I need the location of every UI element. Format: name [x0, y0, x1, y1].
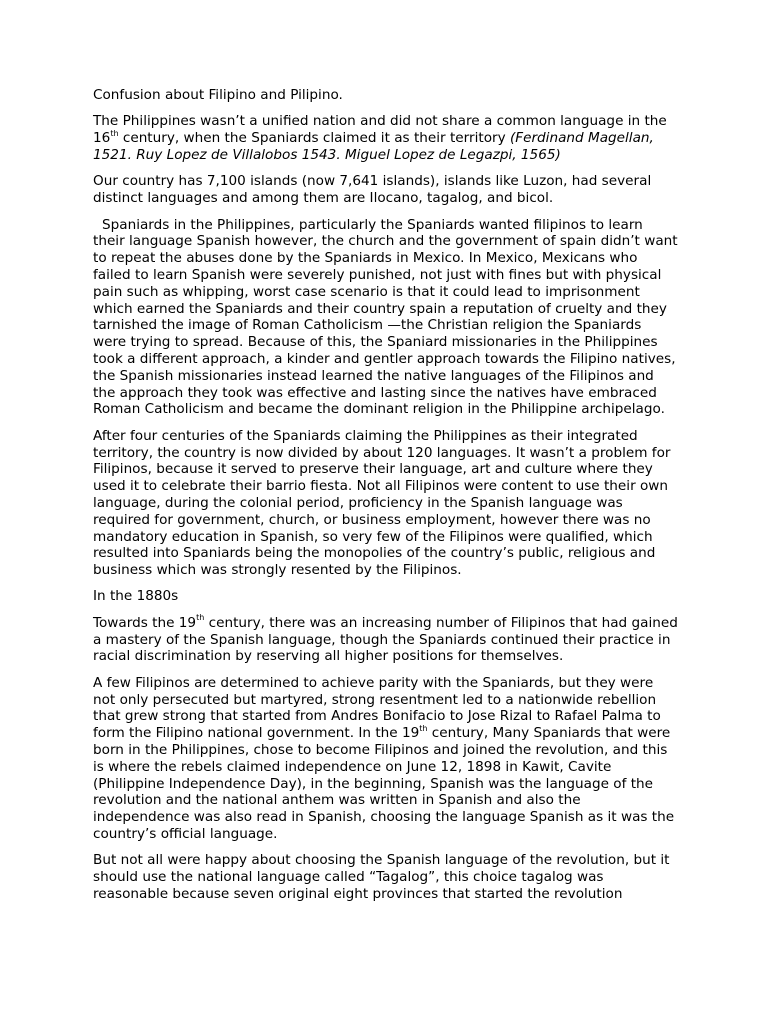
p6-superscript: th [419, 723, 428, 733]
paragraph-islands: Our country has 7,100 islands (now 7,641 islands), islands like Luzon, had several distinct languages and among them are Ilocano, tagalog, and bicol. [93, 173, 652, 207]
heading-1880s: In the 1880s [93, 588, 179, 605]
paragraph-four-centuries: After four centuries of the Spaniards claiming the Philippines as their integrated territory, the country is now divided by about 120 languages. It wasn’t a problem for Filipinos, because it served to preserve their language, art and culture where they used it to celebrate their barrio fiesta. Not all Filipinos were content to use their own language, during the colonial period, proficiency in the Spanish language was required for government, church, or business employment, however there was no mandatory education in Spanish, so very few of the Filipinos were qualified, which resulted into Spaniards being the monopolies of the country’s public, religious and business which was strongly resented by the Filipinos. [93, 427, 671, 579]
p1-text-b: century, when the Spaniards claimed it as their territory [118, 130, 510, 147]
document-page [93, 87, 678, 912]
p5-superscript: th [196, 613, 205, 623]
p6-text-b: century, Many Spaniards that were born in the Philippines, chose to become Filipinos and joined the revolution, and this is where the rebels claimed independence on June 12, 1898 in Kawit, Cavite (Philippine Independence Day), in the beginning, Spanish was the language of the revolution and the national anthem was written in Spanish and also the independence was also read in Spanish, choosing the language Spanish as it was the country’s official language. [93, 725, 675, 843]
p1-italic-citation: (Ferdinand Magellan, 1521. Ruy Lopez de Villalobos 1543. Miguel Lopez de Legazpi, 1565) [93, 130, 654, 163]
document-title: Confusion about Filipino and Pilipino. [93, 87, 343, 103]
paragraph-16th-century [93, 113, 678, 163]
paragraph-19th-century [93, 615, 678, 665]
paragraph-tagalog: But not all were happy about choosing the Spanish language of the revolution, but it should use the national language called “Tagalog”, this choice tagalog was reasonable because seven original eight provinces that started the revolution [93, 852, 670, 903]
p1-superscript: th [110, 128, 119, 138]
p6-text-a: A few Filipinos are determined to achieve parity with the Spaniards, but they were not only persecuted but martyred, strong resentment led to a nationwide rebellion that grew strong that started from Andres Bonifacio to Jose Rizal to Rafael Palma to form the Filipino national government. In the 19 [93, 674, 661, 742]
p1-text-a: The Philippines wasn’t a unified nation and did not share a common language in the 16 [93, 113, 667, 147]
p5-text-a: Towards the 19 [93, 614, 197, 631]
paragraph-revolution [93, 675, 678, 843]
p5-text-b: century, there was an increasing number of Filipinos that had gained a mastery of the Spanish language, though the Spaniards continued their practice in racial discrimination by reserving all higher positions for themselves. [93, 614, 678, 665]
paragraph-spaniards: Spaniards in the Philippines, particularly the Spaniards wanted filipinos to learn their language Spanish however, the church and the government of spain didn’t want to repeat the abuses done by the Spaniards in Mexico. In Mexico, Mexicans who failed to learn Spanish were severely punished, not just with fines but with physical pain such as whipping, worst case scenario is that it could lead to imprisonment which earned the Spaniards and their country spain a reputation of cruelty and they tarnished the image of Roman Catholicism —the Christian religion the Spaniards were trying to spread. Because of this, the Spaniard missionaries in the Philippines took a different approach, a kinder and gentler approach towards the Filipino natives, the Spanish missionaries instead learned the native languages of the Filipinos and the approach they took was effective and lasting since the natives have embraced Roman Catholicism and became the dominant religion in the Philippine archipelago. [93, 216, 678, 418]
